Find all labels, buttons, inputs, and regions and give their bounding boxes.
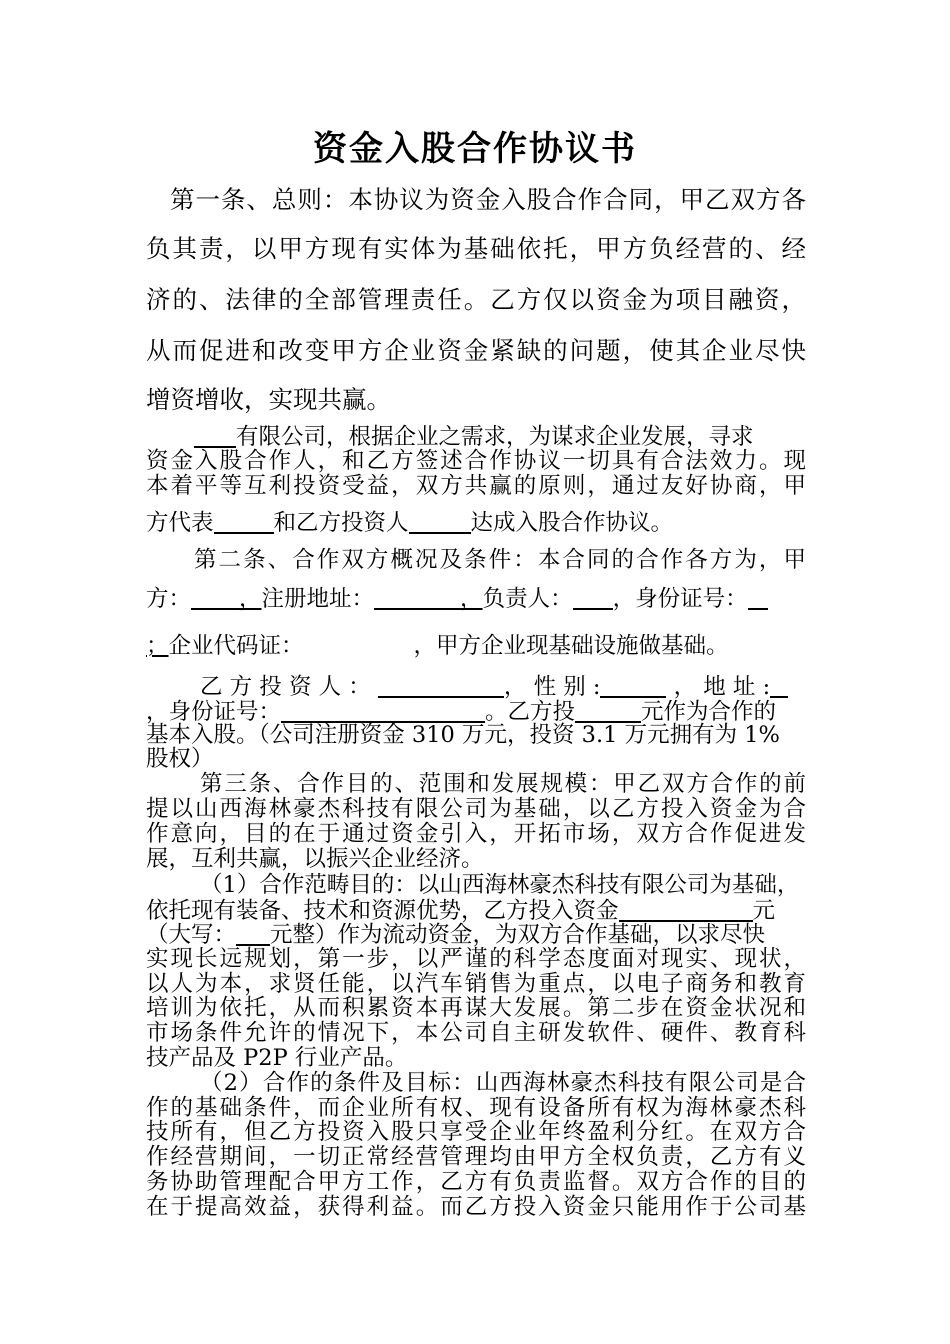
text-span: ， 性 别 : bbox=[503, 674, 601, 700]
text-line bbox=[146, 699, 806, 724]
registered-address-blank[interactable] bbox=[374, 586, 460, 610]
text-span: 负责人： bbox=[482, 586, 573, 612]
text-line: 技所有，但乙方投资入股只享受企业年终盈利分红。在双方合 bbox=[146, 1119, 806, 1145]
address-blank[interactable] bbox=[770, 674, 788, 698]
text-line: 以人为本，求贤任能，以汽车销售为重点，以电子商务和教育 bbox=[146, 971, 806, 997]
company-name-blank[interactable] bbox=[194, 424, 236, 448]
text-line: 第一条、总则：本协议为资金入股合作合同，甲乙双方各 bbox=[170, 185, 806, 214]
text-span: 。乙方投 bbox=[485, 699, 576, 725]
text-line bbox=[146, 674, 806, 699]
text-line: 作意向，目的在于通过资金引入，开拓市场，双方合作促进发 bbox=[146, 821, 806, 847]
text-line: 资金入股合作人，和乙方签述合作协议一切具有合法效力。现 bbox=[146, 448, 806, 474]
text-span: ，甲方企业现基础设施做基础。 bbox=[413, 633, 729, 659]
text-span: 乙 方 投 资 人 ： bbox=[200, 674, 371, 700]
text-line: 负其责，以甲方现有实体为基础依托，甲方负经营的、经 bbox=[146, 234, 806, 263]
text-span: 企业代码证： bbox=[168, 633, 304, 659]
text-span: ，身份证号： bbox=[146, 699, 282, 725]
text-span: 方代表 bbox=[146, 510, 214, 536]
text-span: ， bbox=[460, 586, 483, 612]
text-line: 从而促进和改变甲方企业资金紧缺的问题，使其企业尽快 bbox=[146, 336, 806, 365]
text-line: 第三条、合作目的、范围和发展规模：甲乙双方合作的前 bbox=[200, 771, 806, 797]
text-span: 元整）作为流动资金，为双方合作基础，以求尽快 bbox=[270, 922, 766, 948]
party-a-id-blank[interactable] bbox=[748, 586, 768, 610]
text-line bbox=[146, 898, 806, 923]
text-line: 基本入股。（公司注册资金 310 万元，投资 3.1 万元拥有为 1% bbox=[146, 722, 780, 748]
party-b-id-blank[interactable] bbox=[281, 699, 485, 723]
gender-blank[interactable] bbox=[600, 674, 666, 698]
text-span: 有限公司，根据企业之需求，为谋求企业发展，寻求 bbox=[236, 424, 754, 450]
text-span: 依托现有装备、技术和资源优势，乙方投入资金 bbox=[146, 898, 619, 924]
text-line bbox=[146, 586, 806, 611]
text-span: 达成入股合作协议。 bbox=[470, 510, 674, 536]
text-line: 提以山西海林豪杰科技有限公司为基础，以乙方投入资金为合 bbox=[146, 796, 806, 822]
text-line: 作的基础条件，而企业所有权、现有设备所有权为海林豪杰科 bbox=[146, 1095, 806, 1121]
text-line bbox=[146, 424, 806, 449]
text-span: 元 bbox=[752, 898, 776, 924]
text-line bbox=[146, 922, 806, 947]
text-line: 作经营期间，一切正常经营管理均由甲方全权负责，乙方有义 bbox=[146, 1144, 806, 1170]
text-line: （2）合作的条件及目标：山西海林豪杰科技有限公司是合 bbox=[200, 1070, 806, 1096]
text-line: 展，互利共赢，以振兴企业经济。 bbox=[146, 846, 484, 872]
text-span: ， bbox=[239, 586, 262, 612]
party-a-representative-blank[interactable] bbox=[214, 510, 274, 534]
party-b-investor-blank[interactable] bbox=[409, 510, 471, 534]
text-line: 济的、法律的全部管理责任。乙方仅以资金为项目融资， bbox=[146, 285, 806, 314]
party-a-name-blank[interactable] bbox=[191, 586, 239, 610]
amount-in-words-blank[interactable] bbox=[236, 922, 270, 946]
text-line: 培训为依托，从而积累资本再谋大发展。第二步在资金状况和 bbox=[146, 995, 806, 1021]
text-line: 第二条、合作双方概况及条件：本合同的合作各方为，甲 bbox=[194, 547, 806, 573]
text-span: 和乙方投资人 bbox=[273, 510, 409, 536]
text-span: ； bbox=[146, 633, 169, 659]
text-line: 本着平等互利投资受益，双方共赢的原则，通过友好协商，甲 bbox=[146, 473, 806, 499]
text-line: 在于提高效益，获得利益。而乙方投入资金只能用作于公司基 bbox=[146, 1194, 806, 1220]
text-line: （1）合作范畴目的：以山西海林豪杰科技有限公司为基础， bbox=[200, 872, 800, 898]
text-span: （大写： bbox=[146, 922, 237, 948]
text-line bbox=[146, 510, 806, 535]
text-line: 务协助管理配合甲方工作，乙方有负责监督。双方合作的目的 bbox=[146, 1169, 806, 1195]
investor-name-blank[interactable] bbox=[378, 674, 504, 698]
text-line bbox=[146, 634, 806, 658]
document-title: 资金入股合作协议书 bbox=[313, 129, 637, 169]
text-span: 元作为合作的 bbox=[641, 699, 777, 725]
text-line: 技产品及 P2P 行业产品。 bbox=[146, 1045, 408, 1071]
investment-amount-blank[interactable] bbox=[575, 699, 641, 723]
text-line: 市场条件允许的情况下，本公司自主研发软件、硬件、教育科 bbox=[146, 1020, 806, 1046]
text-span: ，身份证号： bbox=[612, 586, 748, 612]
text-line: 实现长远规划，第一步，以严谨的科学态度面对现实、现状， bbox=[146, 946, 806, 972]
text-span: ， 地 址 : bbox=[673, 674, 771, 700]
text-span: 注册地址： bbox=[261, 586, 375, 612]
text-span: 方： bbox=[146, 586, 192, 612]
responsible-person-blank[interactable] bbox=[573, 586, 613, 610]
investment-capital-blank[interactable] bbox=[619, 898, 753, 922]
text-line: 股权） bbox=[146, 746, 214, 772]
text-line: 增资增收，实现共赢。 bbox=[146, 385, 391, 414]
